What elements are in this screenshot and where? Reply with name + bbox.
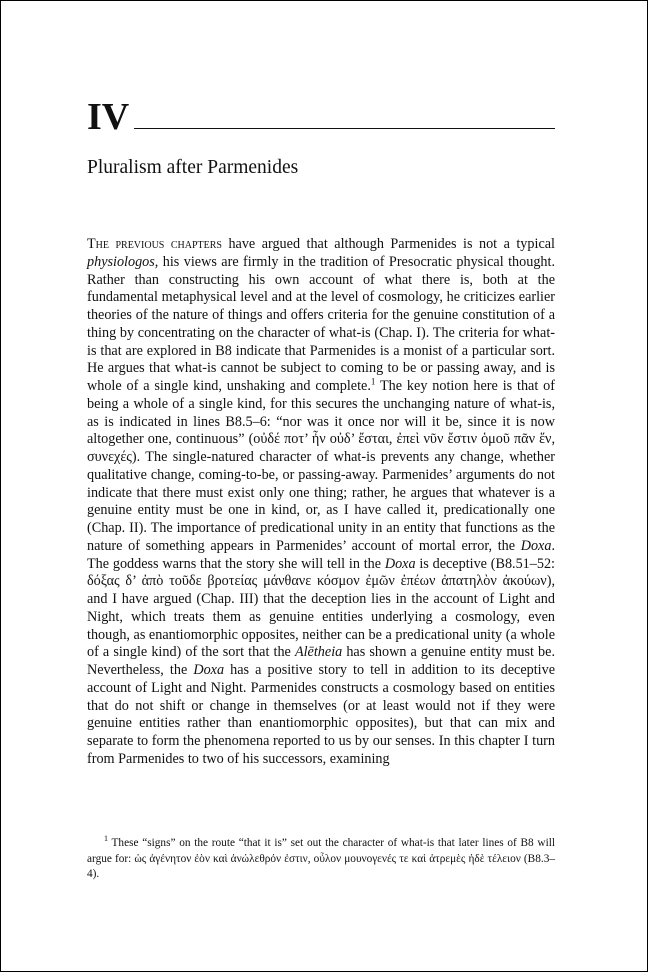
- italic-term: Doxa: [193, 662, 225, 678]
- body-paragraph: [87, 236, 555, 769]
- chapter-title: Pluralism after Parmenides: [87, 157, 299, 178]
- body-text: [87, 236, 555, 769]
- footnote-number: 1: [104, 834, 108, 844]
- footnote-reference[interactable]: 1: [370, 376, 376, 387]
- text-run: has a positive story to tell in addition to its deceptive account of Light and Night. Parmenides constructs a cosmology based on entities that do not shift or change in themselves (or at least would not if they were genuine entities rather than enantiomorphic opposites), but that can mix and separate to form the phenomena reported to us by our senses. In this chapter I turn from Parmenides to two of his successors, examining: [87, 662, 555, 767]
- text-run: The key notion here is that of being a whole of a single kind, for this secures the unchanging nature of what-is, as is indicated in lines B8.5–6: “nor was it once nor will it be, since it is now altogether one, continuous” (οὐδέ ποτ’ ἦν οὐδ’ ἔσται, ἐπεὶ νῦν ἔστιν ὁμοῦ πᾶν ἕν, συνεχές). The single-natured character of what-is prevents any change, whether qualitative change, coming-to-be, or passing-away. Parmenides’ arguments do not indicate that there must exist only one thing; rather, he argues that whatever is a genuine entity must be one in kind, or, as I have called it, predicationally one (Chap. II). The importance of predicational unity in an entity that functions as the nature of something appears in Parmenides’ account of mortal error, the: [87, 378, 555, 554]
- text-run: , his views are firmly in the tradition of Presocratic physical thought. Rather than constructing his own account of what there is, both at the fundamental metaphysical level and at the level of cosmology, he criticizes earlier theories of the nature of things and offers criteria for the genuine constitution of a thing by concentrating on the character of what-is (Chap. I). The criteria for what-is that are explored in B8 indicate that Parmenides is a monist of a particular sort. He argues that what-is cannot be subject to coming to be or passing away, and is whole of a single kind, unshaking and complete.: [87, 253, 555, 394]
- text-run: is deceptive (B8.51–52: δόξας δ’ ἀπὸ τοῦδε βροτείας μάνθανε κόσμον ἐμῶν ἐπέων ἀπατηλὸν ἀκούων), and I have argued (Chap. III) that the deception lies in the account of Light and Night, which treats them as genuine entities underlying a cosmology, even though, as enantiomorphic opposites, neither can be a predicational unity (a whole of a single kind) of the sort that the: [87, 555, 555, 661]
- footnote-text: These “signs” on the route “that it is” set out the character of what-is that later lines of B8 will argue for: ὡς ἀγένητον ἐὸν καὶ ἀνώλεθρόν ἐστιν, οὖλον μουνογενές τε καὶ ἀτρεμὲς ἠδὲ τέλειον (B8.3–4).: [87, 837, 556, 881]
- italic-term: Doxa: [384, 555, 416, 572]
- chapter-heading: [87, 97, 555, 137]
- text-run: . The goddess warns that the story she will tell in the: [87, 537, 555, 572]
- footnote-paragraph: [87, 836, 555, 883]
- italic-term: Alētheia: [294, 644, 343, 661]
- chapter-rule: [134, 128, 555, 129]
- chapter-number: IV: [87, 96, 130, 138]
- text-run: has shown a genuine entity must be. Nevertheless, the: [87, 644, 555, 678]
- italic-term: physiologos: [87, 253, 155, 270]
- text-run: have argued that although Parmenides is not a typical: [221, 236, 555, 252]
- lead-smallcaps: The previous chapters: [87, 236, 222, 252]
- italic-term: Doxa: [520, 537, 552, 554]
- footnote: [87, 836, 555, 883]
